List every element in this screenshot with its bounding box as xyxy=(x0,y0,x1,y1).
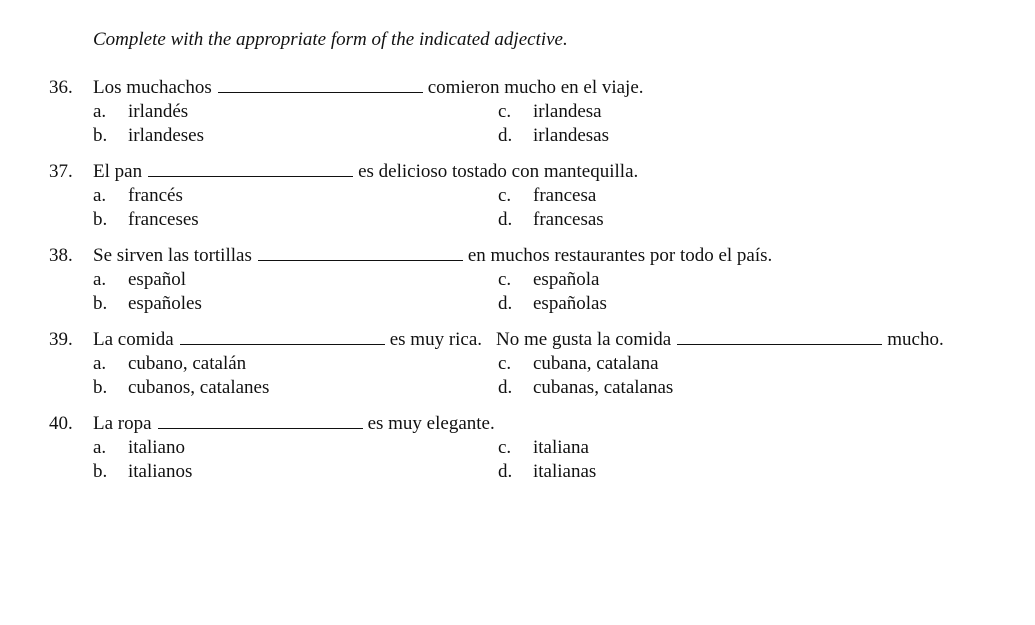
answer-blank[interactable] xyxy=(148,161,353,177)
option-a[interactable]: a. italiano xyxy=(93,437,185,458)
answer-blank[interactable] xyxy=(158,413,363,429)
option-a[interactable]: a. español xyxy=(93,269,187,290)
question-stem: El pan es delicioso tostado con mantequilla. xyxy=(93,161,639,182)
option-d[interactable]: d. italianas xyxy=(498,461,597,482)
question-number: 38. xyxy=(49,245,73,266)
question-stem: La ropa es muy elegante. xyxy=(93,413,495,434)
question-number: 37. xyxy=(49,161,73,182)
option-d[interactable]: d. irlandesas xyxy=(498,125,609,146)
option-b[interactable]: b. italianos xyxy=(93,461,193,482)
question-number: 36. xyxy=(49,77,73,98)
question-40 xyxy=(0,413,1035,485)
question-stem: Se sirven las tortillas en muchos restaurantes por todo el país. xyxy=(93,245,773,266)
question-36 xyxy=(0,77,1035,149)
question-number: 40. xyxy=(49,413,73,434)
option-b[interactable]: b. españoles xyxy=(93,293,202,314)
answer-blank[interactable] xyxy=(677,329,882,345)
option-b[interactable]: b. irlandeses xyxy=(93,125,204,146)
option-c[interactable]: c. francesa xyxy=(498,185,597,206)
option-d[interactable]: d. cubanas, catalanas xyxy=(498,377,674,398)
question-number: 39. xyxy=(49,329,73,350)
answer-blank[interactable] xyxy=(180,329,385,345)
question-stem: La comida es muy rica. No me gusta la comida mucho. xyxy=(93,329,944,350)
option-b[interactable]: b. cubanos, catalanes xyxy=(93,377,270,398)
question-37 xyxy=(0,161,1035,233)
option-a[interactable]: a. irlandés xyxy=(93,101,189,122)
option-c[interactable]: c. cubana, catalana xyxy=(498,353,659,374)
option-a[interactable]: a. cubano, catalán xyxy=(93,353,247,374)
option-b[interactable]: b. franceses xyxy=(93,209,199,230)
option-d[interactable]: d. españolas xyxy=(498,293,607,314)
question-38 xyxy=(0,245,1035,317)
answer-blank[interactable] xyxy=(218,77,423,93)
option-c[interactable]: c. española xyxy=(498,269,600,290)
question-39 xyxy=(0,329,1035,401)
option-d[interactable]: d. francesas xyxy=(498,209,604,230)
question-stem: Los muchachos comieron mucho en el viaje. xyxy=(93,77,644,98)
answer-blank[interactable] xyxy=(258,245,463,261)
instructions-heading: Complete with the appropriate form of the indicated adjective. xyxy=(93,29,568,50)
option-c[interactable]: c. irlandesa xyxy=(498,101,602,122)
option-a[interactable]: a. francés xyxy=(93,185,183,206)
option-c[interactable]: c. italiana xyxy=(498,437,589,458)
